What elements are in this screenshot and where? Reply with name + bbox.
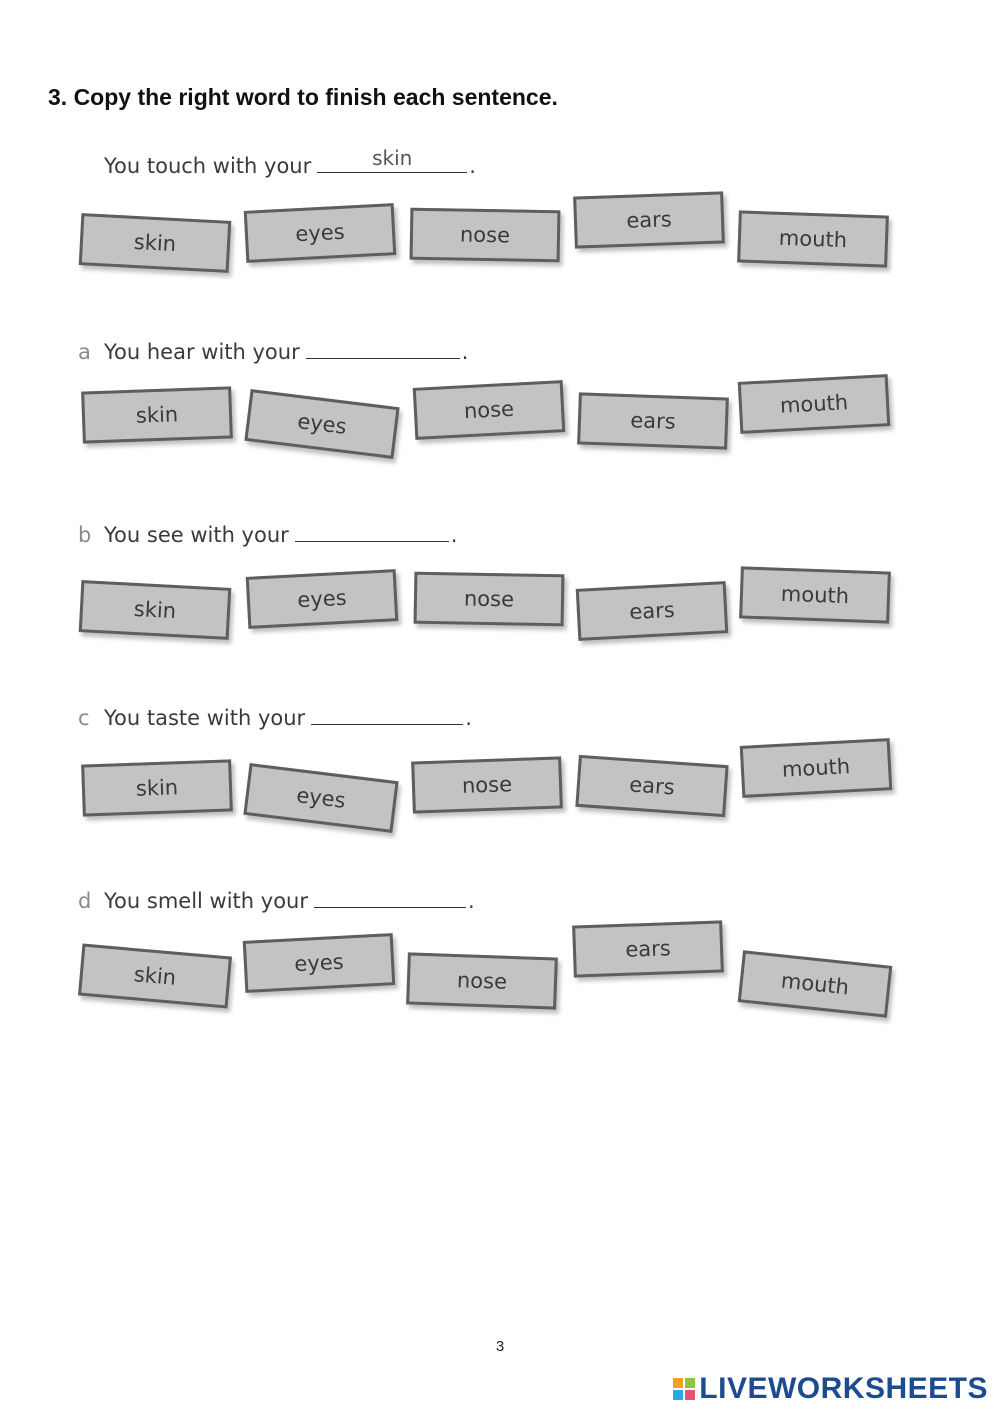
page-number: 3 — [495, 1338, 505, 1355]
word-card-skin[interactable]: skin — [79, 580, 232, 640]
sentence-text: You see with your — [104, 523, 289, 547]
word-card-skin[interactable]: skin — [78, 944, 232, 1009]
word-card-nose[interactable]: nose — [410, 208, 561, 263]
word-card-skin[interactable]: skin — [81, 386, 233, 443]
liveworksheets-logo — [673, 1372, 988, 1406]
sentence-text: You hear with your — [104, 340, 300, 364]
answer-input[interactable] — [317, 146, 467, 170]
sentence-period: . — [461, 340, 469, 364]
sentence-period: . — [467, 889, 475, 913]
question-letter: a — [78, 340, 91, 364]
answer-blank — [317, 150, 467, 173]
word-card-ears[interactable]: ears — [573, 191, 725, 248]
sentence-b — [78, 519, 457, 547]
word-card-nose[interactable]: nose — [414, 572, 565, 627]
liveworksheets-logo-icon — [673, 1378, 695, 1400]
word-card-skin[interactable]: skin — [81, 759, 233, 816]
question-letter: c — [78, 706, 90, 730]
word-card-skin[interactable]: skin — [79, 213, 232, 273]
sentence-text: You touch with your — [104, 154, 312, 178]
sentence-a — [78, 336, 468, 364]
sentence-text: You smell with your — [104, 889, 308, 913]
answer-input[interactable] — [311, 698, 463, 722]
sentence-text: You taste with your — [104, 706, 306, 730]
exercise-heading: 3. Copy the right word to finish each sentence. — [48, 84, 558, 110]
word-card-mouth[interactable]: mouth — [740, 738, 893, 798]
word-card-ears[interactable]: ears — [577, 392, 729, 449]
word-card-ears[interactable]: ears — [576, 581, 729, 641]
sentence-period: . — [465, 706, 472, 730]
word-card-eyes[interactable]: eyes — [243, 763, 398, 833]
word-card-eyes[interactable]: eyes — [244, 389, 399, 459]
answer-blank — [311, 702, 463, 725]
answer-blank — [295, 519, 449, 542]
answer-blank — [306, 336, 460, 359]
word-card-eyes[interactable]: eyes — [244, 203, 397, 263]
sentence-example — [104, 150, 476, 178]
word-card-ears[interactable]: ears — [575, 755, 728, 817]
word-card-mouth[interactable]: mouth — [739, 566, 891, 623]
word-card-eyes[interactable]: eyes — [243, 933, 396, 993]
word-card-nose[interactable]: nose — [406, 952, 558, 1009]
sentence-d — [78, 885, 475, 913]
question-letter: d — [78, 889, 92, 913]
sentence-period: . — [450, 523, 458, 547]
word-card-mouth[interactable]: mouth — [738, 950, 893, 1017]
word-card-nose[interactable]: nose — [411, 756, 563, 813]
answer-input[interactable] — [306, 332, 460, 356]
answer-input[interactable] — [295, 515, 449, 539]
question-letter: b — [78, 523, 92, 547]
word-card-ears[interactable]: ears — [572, 920, 724, 977]
brand-name: LIVEWORKSHEETS — [699, 1372, 988, 1405]
word-card-eyes[interactable]: eyes — [246, 569, 399, 629]
word-card-mouth[interactable]: mouth — [738, 374, 891, 434]
answer-input[interactable] — [314, 881, 466, 905]
word-card-nose[interactable]: nose — [413, 380, 566, 440]
answer-blank — [314, 885, 466, 908]
sentence-period: . — [469, 154, 476, 178]
sentence-c — [78, 702, 472, 730]
word-card-mouth[interactable]: mouth — [737, 210, 889, 267]
